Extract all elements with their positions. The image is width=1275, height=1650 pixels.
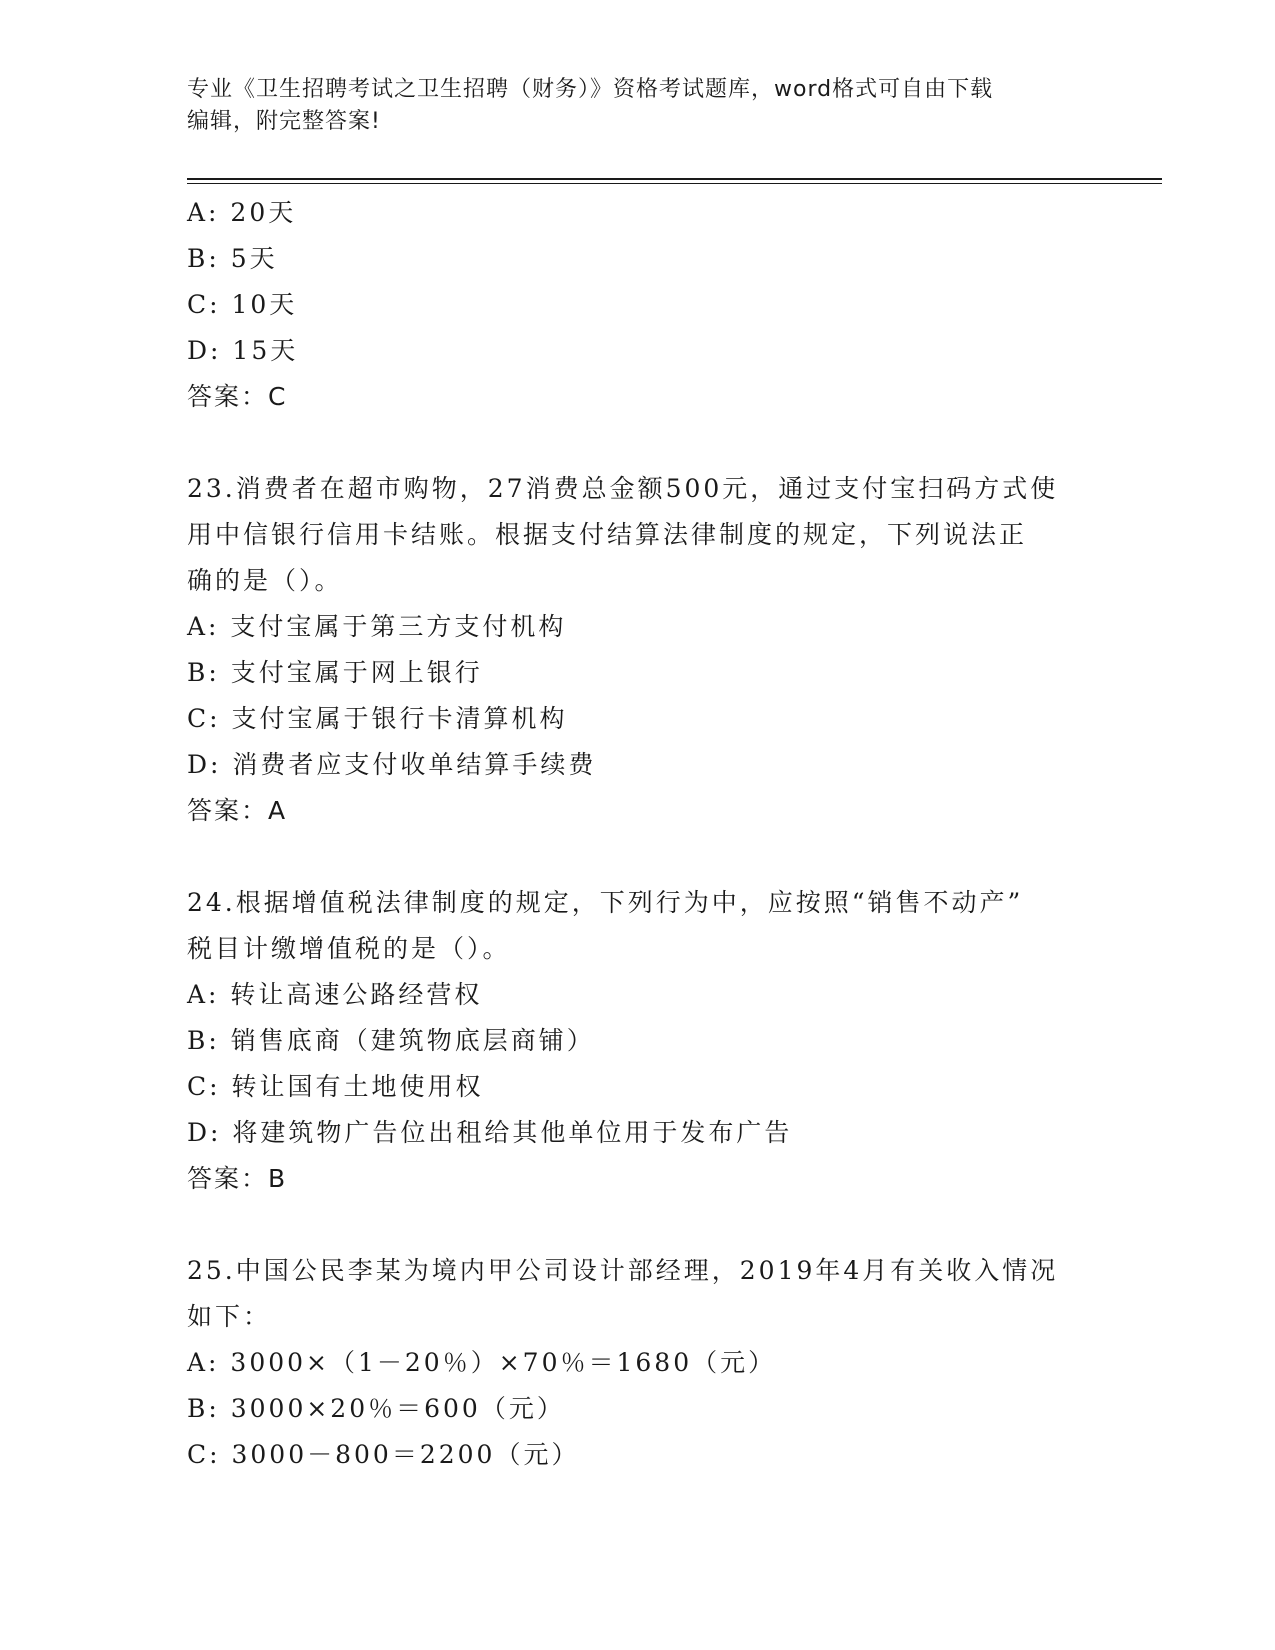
document-header <box>187 74 1087 138</box>
option-a: A: 3000×（1－20％）×70％＝1680（元） <box>187 1348 777 1377</box>
spacer <box>187 1202 1087 1248</box>
question-22-continued <box>187 190 1087 420</box>
option-a: A: 转让高速公路经营权 <box>187 980 483 1009</box>
option-b: B: 支付宝属于网上银行 <box>187 658 483 687</box>
question-text-line-3: 确的是（）。 <box>187 566 343 595</box>
question-text-line-2: 如下： <box>187 1302 272 1331</box>
option-c: C: 转让国有土地使用权 <box>187 1072 484 1101</box>
answer: 答案：C <box>187 382 288 411</box>
option-b: B: 3000×20％＝600（元） <box>187 1394 565 1423</box>
question-text-line-2: 税目计缴增值税的是（）。 <box>187 934 511 963</box>
header-line-1: 专业《卫生招聘考试之卫生招聘（财务）》资格考试题库，word格式可自由下载 <box>187 77 994 102</box>
question-text-line-2: 用中信银行信用卡结账。根据支付结算法律制度的规定，下列说法正 <box>187 520 1028 549</box>
option-d: D: 15天 <box>187 336 299 365</box>
header-divider <box>187 178 1162 180</box>
document-page <box>187 0 1162 1650</box>
option-a: A: 支付宝属于第三方支付机构 <box>187 612 567 641</box>
question-text-line-1: 24.根据增值税法律制度的规定，下列行为中，应按照“销售不动产” <box>187 888 1024 917</box>
option-c: C: 10天 <box>187 290 298 319</box>
question-25 <box>187 1248 1087 1478</box>
answer: 答案：A <box>187 796 288 825</box>
header-line-2: 编辑，附完整答案! <box>187 109 381 134</box>
header-divider-thin <box>187 183 1162 184</box>
option-d: D: 将建筑物广告位出租给其他单位用于发布广告 <box>187 1118 793 1147</box>
option-a: A: 20天 <box>187 198 297 227</box>
option-b: B: 销售底商（建筑物底层商铺） <box>187 1026 595 1055</box>
spacer <box>187 420 1087 466</box>
option-c: C: 3000－800＝2200（元） <box>187 1440 580 1469</box>
answer: 答案：B <box>187 1164 288 1193</box>
option-b: B: 5天 <box>187 244 278 273</box>
spacer <box>187 834 1087 880</box>
option-d: D: 消费者应支付收单结算手续费 <box>187 750 597 779</box>
question-text-line-1: 23.消费者在超市购物，27消费总金额500元，通过支付宝扫码方式使 <box>187 474 1059 503</box>
question-23 <box>187 466 1087 834</box>
question-list <box>187 190 1087 1478</box>
question-24 <box>187 880 1087 1202</box>
question-text-line-1: 25.中国公民李某为境内甲公司设计部经理，2019年4月有关收入情况 <box>187 1256 1059 1285</box>
option-c: C: 支付宝属于银行卡清算机构 <box>187 704 568 733</box>
